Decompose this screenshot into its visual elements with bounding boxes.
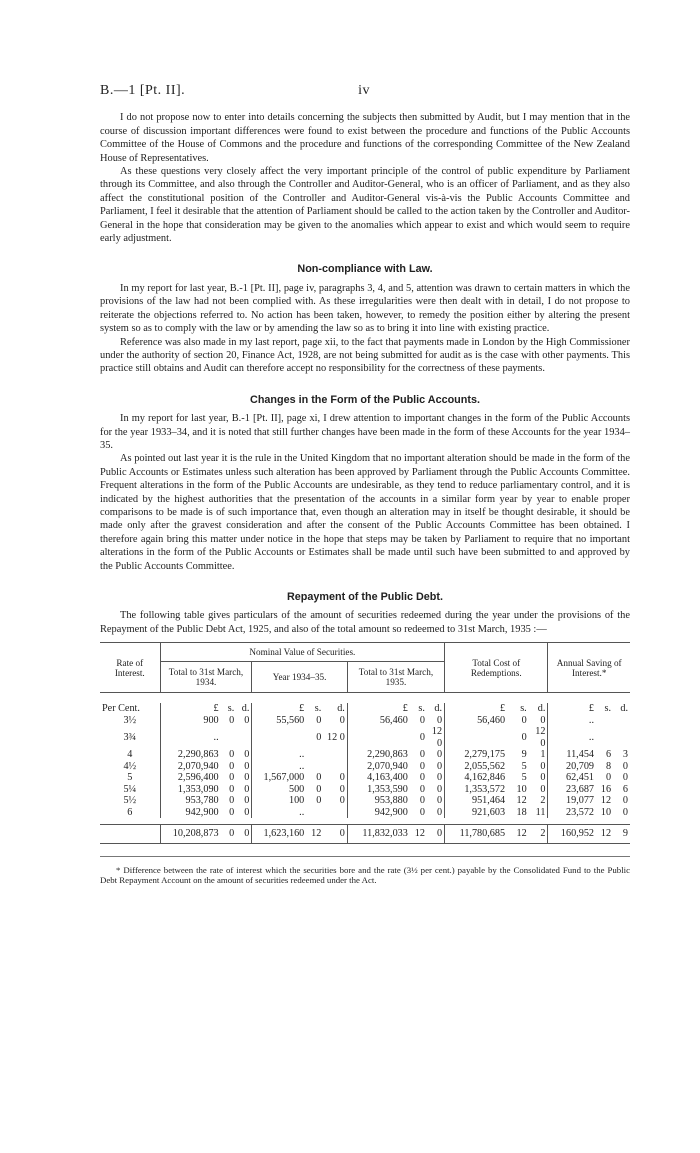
table-cell	[323, 749, 347, 761]
table-cell: 4,162,846	[445, 772, 508, 784]
unit-shillings: s.	[604, 703, 612, 715]
table-cell: 0	[419, 714, 425, 726]
table-cell: 0	[419, 795, 425, 807]
table-cell: 19,077	[548, 795, 596, 807]
table-row	[100, 772, 630, 784]
table-cell: ..	[252, 807, 306, 819]
table-cell: 3	[622, 749, 628, 761]
unit-shillings: s.	[520, 703, 527, 715]
header-year-1934-35: Year 1934–35.	[252, 662, 347, 693]
table-cell: 0	[229, 783, 235, 795]
table-cell: 0	[622, 760, 628, 772]
table-row	[100, 784, 630, 796]
header-rate-of-interest: Rate of Interest.	[100, 643, 160, 693]
rate-cell: 5	[127, 772, 133, 784]
table-cell: 0	[622, 772, 628, 784]
table-cell: 23,687	[548, 784, 596, 796]
table-cell: 2,070,940	[347, 761, 410, 773]
table-cell: 0	[540, 760, 546, 772]
table-cell: 6	[605, 749, 612, 761]
table-cell: 953,780	[160, 795, 221, 807]
table-cell: 0	[436, 806, 443, 818]
table-cell: 0	[244, 714, 250, 726]
section-heading-public-accounts: Changes in the Form of the Public Accounts.	[250, 393, 480, 406]
table-cell: 0	[521, 731, 527, 743]
unit-pence: d.	[537, 703, 546, 715]
table-cell: 0	[229, 806, 235, 818]
table-cell: 1	[540, 749, 546, 761]
rate-cell: 6	[127, 806, 133, 818]
total-cell: 0	[244, 828, 250, 840]
table-cell: 12 0	[327, 731, 345, 743]
rate-cell: 3¾	[123, 731, 137, 743]
total-cell: 0	[229, 828, 235, 840]
table-cell: 942,900	[347, 807, 410, 819]
table-row	[100, 795, 630, 807]
table-cell: 0	[244, 760, 250, 772]
rate-cell: 5½	[123, 795, 137, 807]
table-cell: 0	[540, 714, 546, 726]
intro-paragraph-2: As these questions very closely affect the very important principle of the control of public expenditure by Parliament through its Committee, and also through the Controller and Auditor-General, who is an officer of Parliament, and as they also affect the constitutional position of the Controller and Auditor-General vis-à-vis the Public Accounts Committee and Parliament, I feel it desirable that the attention of Parliament should be called to the action taken by the Controller and Auditor-General in the hope that consideration may be given to the anomalies which appear to exist and which would seem to require early adjustment.	[100, 166, 630, 245]
page-number: iv	[358, 83, 370, 98]
table-cell	[596, 726, 613, 749]
table-cell: 6	[622, 783, 628, 795]
table-cell: 11,454	[548, 749, 596, 761]
header-total-cost: Total Cost of Redemptions.	[445, 643, 548, 693]
table-cell: 2,290,863	[160, 749, 221, 761]
unit-shillings: s.	[227, 703, 235, 715]
table-cell	[323, 807, 347, 819]
table-cell: 0	[419, 760, 425, 772]
table-cell: 2,279,175	[445, 749, 508, 761]
units-row	[100, 703, 630, 715]
table-cell: 12 0	[431, 726, 443, 749]
table-cell: 55,560	[252, 715, 306, 727]
public-debt-paragraph: The following table gives particulars of the amount of securities redeemed during the year under the provisions of the Repayment of the Public Debt Act, 1925, and also of the total amount so redeemed to 31st March, 1935 :—	[100, 610, 630, 635]
table-cell: 921,603	[445, 807, 508, 819]
table-cell: 12 0	[535, 726, 546, 749]
table-cell: 0	[229, 795, 235, 807]
page-header	[100, 84, 370, 97]
table-cell: 0	[540, 783, 546, 795]
table-cell: 942,900	[160, 807, 221, 819]
table-cell: 0	[436, 749, 443, 761]
table-cell: 951,464	[445, 795, 508, 807]
table-cell: 11	[535, 806, 546, 818]
footnote-rule	[100, 856, 630, 857]
table-cell: 0	[419, 806, 425, 818]
document-reference: B.—1 [Pt. II].	[100, 83, 186, 98]
unit-pence: d.	[241, 703, 250, 715]
header-total-1934: Total to 31st March, 1934.	[160, 662, 252, 693]
table-cell: 12	[600, 795, 612, 807]
total-cell: 12	[414, 828, 425, 840]
rate-cell: 4½	[123, 760, 137, 772]
unit-pounds: £	[160, 703, 221, 715]
table-cell: 12	[516, 795, 527, 807]
unit-pence: d.	[620, 703, 628, 715]
table-cell: 0	[605, 772, 612, 784]
table-cell: 0	[339, 714, 345, 726]
table-cell: 23,572	[548, 807, 596, 819]
table-cell: 0	[339, 772, 345, 784]
table-cell: 0	[244, 749, 250, 761]
table-row	[100, 715, 630, 727]
table-cell: 0	[419, 749, 425, 761]
public-accounts-paragraph-1: In my report for last year, B.-1 [Pt. II], page xi, I drew attention to important changes in the form of the Public Accounts for the year 1933–34, and it is noted that still further changes have been made in the form of these Accounts for the year 1934–35.	[100, 413, 630, 451]
table-cell	[323, 761, 347, 773]
section-heading-public-debt: Repayment of the Public Debt.	[287, 591, 443, 603]
table-cell: 0	[436, 772, 443, 784]
table-cell	[445, 726, 508, 749]
redemption-table	[100, 642, 630, 844]
table-cell: ..	[252, 749, 306, 761]
total-cell: 0	[436, 828, 443, 840]
unit-pence: d.	[337, 703, 345, 715]
non-compliance-paragraph-1: In my report for last year, B.-1 [Pt. II], page iv, paragraphs 3, 4, and 5, attention was drawn to certain matters in which the provisions of the law had not been complied with. As these irregularities were then dealt with in detail, I do not propose to reiterate the objections referred to. No action has been taken, however, to remedy the position either by altering the present system so as to comply with the law or by amending the law so as to bring it into line with existing practice.	[100, 282, 630, 335]
table-cell: 0	[244, 806, 250, 818]
table-cell	[306, 807, 323, 819]
table-cell: ..	[160, 726, 221, 749]
table-cell	[252, 726, 306, 749]
table-cell	[306, 761, 323, 773]
table-cell: 20,709	[548, 761, 596, 773]
table-cell: 4,163,400	[347, 772, 410, 784]
unit-pounds: £	[347, 703, 410, 715]
table-cell: 2,055,562	[445, 761, 508, 773]
unit-pounds: £	[548, 703, 596, 715]
table-cell: 900	[160, 715, 221, 727]
table-cell	[236, 726, 252, 749]
total-cell: 11,832,033	[347, 825, 410, 844]
table-cell	[306, 749, 323, 761]
table-cell: 62,451	[548, 772, 596, 784]
non-compliance-paragraph-2: Reference was also made in my last report, page xii, to the fact that payments made in London by the High Commissioner under the authority of section 20, Finance Act, 1928, are not being submitted for audit as is the case with other payments. This practice still obtains and Audit can therefore accept no responsibility for the correctness of these payments.	[100, 336, 630, 375]
total-cell: 12	[516, 828, 527, 840]
document-page	[100, 84, 630, 885]
unit-pounds: £	[252, 703, 306, 715]
table-cell: 0	[339, 795, 345, 807]
table-cell: 0	[229, 714, 235, 726]
table-cell: 0	[316, 783, 322, 795]
table-cell: 0	[436, 714, 443, 726]
table-row	[100, 807, 630, 819]
unit-shillings: s.	[314, 703, 322, 715]
table-cell: 56,460	[445, 715, 508, 727]
table-cell	[221, 726, 237, 749]
table-cell: 10	[516, 783, 527, 795]
table-cell: 0	[622, 806, 628, 818]
total-cell: 9	[622, 828, 628, 840]
table-cell: 0	[244, 783, 250, 795]
total-cell: 10,208,873	[160, 825, 221, 844]
table-cell: 18	[516, 806, 527, 818]
header-nominal-value: Nominal Value of Securities.	[160, 643, 444, 662]
total-cell: 0	[339, 828, 345, 840]
rate-cell: 4	[127, 749, 133, 761]
table-cell: ..	[548, 715, 596, 727]
unit-pence: d.	[434, 703, 443, 715]
totals-row	[100, 825, 630, 844]
table-cell: ..	[548, 726, 596, 749]
table-cell: 0	[436, 795, 443, 807]
rate-cell: 5¼	[123, 783, 137, 795]
table-row	[100, 726, 630, 749]
table-cell: 0	[540, 772, 546, 784]
per-cent-label: Per Cent.	[102, 703, 140, 715]
table-cell: 2,596,400	[160, 772, 221, 784]
public-accounts-paragraph-2: As pointed out last year it is the rule in the United Kingdom that no important alteration should be made in the form of the Public Accounts or Estimates unless such alteration has been approved by Parliament through the Public Accounts Committee. Frequent alterations in the form of the Public Accounts are undesirable, as they tend to reduce parliamentary control, and it is indicated by the highest authorities that the presentation of the accounts in a similar form year by year to enable proper comparisons to be made is of such importance that, even though an alteration may in itself be thought desirable, it should be made only after the gravest consideration and after the consent of the Public Accounts Committee has been obtained. I therefore again bring this matter under notice in the hope that steps may be taken by Parliament to require that no important alterations in the form of the Public Accounts or Estimates shall be made until such have been submitted to and approved by the Public Accounts Committee.	[100, 453, 630, 572]
header-total-1935: Total to 31st March, 1935.	[347, 662, 444, 693]
table-cell	[347, 726, 410, 749]
table-cell: 0	[419, 783, 425, 795]
total-cell: 1,623,160	[252, 825, 306, 844]
table-cell: 5	[521, 760, 527, 772]
table-cell: 0	[316, 714, 322, 726]
table-cell: 0	[436, 760, 443, 772]
table-row	[100, 749, 630, 761]
table-cell: 1,353,090	[160, 784, 221, 796]
unit-shillings: s.	[418, 703, 425, 715]
table-cell: 0	[229, 772, 235, 784]
total-cell: 160,952	[548, 825, 596, 844]
table-cell: 5	[521, 772, 527, 784]
total-cell: 12	[600, 828, 612, 840]
table-cell: 0	[339, 783, 345, 795]
table-cell: 0	[521, 714, 527, 726]
table-cell: ..	[252, 761, 306, 773]
total-cell: 12	[311, 828, 322, 840]
table-cell: 1,567,000	[252, 772, 306, 784]
table-cell: 0	[229, 749, 235, 761]
unit-pounds: £	[445, 703, 508, 715]
table-cell: 0	[316, 731, 322, 743]
table-cell	[613, 726, 630, 749]
table-cell: 100	[252, 795, 306, 807]
table-cell: 56,460	[347, 715, 410, 727]
table-cell: 2	[540, 795, 546, 807]
table-cell: 0	[436, 783, 443, 795]
table-cell: 16	[600, 783, 612, 795]
total-cell: 2	[540, 828, 546, 840]
header-annual-saving: Annual Saving of Interest.*	[548, 643, 630, 693]
table-cell: 0	[229, 760, 235, 772]
table-cell: 1,353,572	[445, 784, 508, 796]
table-cell: 0	[316, 772, 322, 784]
table-cell: 500	[252, 784, 306, 796]
table-cell: 2,290,863	[347, 749, 410, 761]
table-cell: 953,880	[347, 795, 410, 807]
table-cell: 2,070,940	[160, 761, 221, 773]
table-cell: 8	[605, 760, 612, 772]
table-cell: 10	[600, 806, 612, 818]
table-cell: 1,353,590	[347, 784, 410, 796]
table-cell: 0	[316, 795, 322, 807]
rate-cell: 3½	[123, 714, 137, 726]
table-cell: 0	[244, 772, 250, 784]
footnote: * Difference between the rate of interest which the securities bore and the rate (3½ per cent.) payable by the Consolidated Fund to the Public Debt Repayment Account on the amount of securities redeemed under the Act.	[100, 864, 630, 885]
table-cell	[596, 715, 613, 727]
table-row	[100, 761, 630, 773]
total-cell: 11,780,685	[445, 825, 508, 844]
section-heading-non-compliance: Non-compliance with Law.	[297, 263, 433, 276]
table-cell: 0	[419, 772, 425, 784]
table-cell: 0	[244, 795, 250, 807]
table-cell: 9	[521, 749, 527, 761]
table-cell: 0	[622, 795, 628, 807]
intro-paragraph-1: I do not propose now to enter into details concerning the subjects then submitted by Audit, but I may mention that in the course of discussion important differences were found to exist between the procedure and functions of the Public Accounts Committee of the House of Commons and the procedure and functions of the corresponding Committee of the New Zealand House of Representatives.	[100, 112, 630, 164]
table-cell: 0	[419, 731, 425, 743]
table-cell	[613, 715, 630, 727]
